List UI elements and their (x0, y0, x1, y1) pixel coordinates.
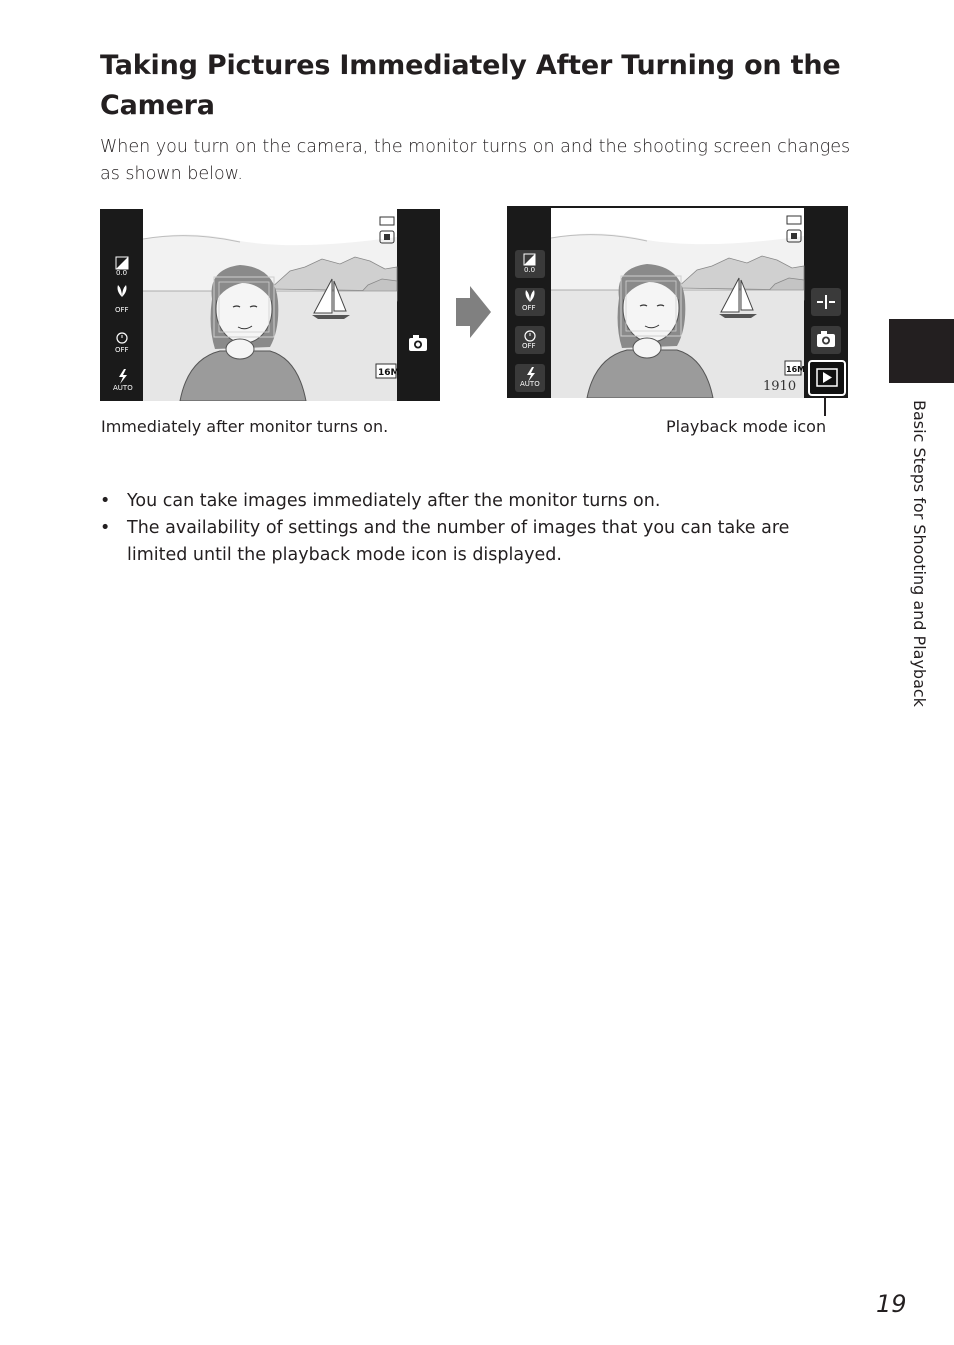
monitor-screen-ready (507, 206, 848, 398)
bullet-dot: • (100, 518, 111, 538)
shots-remaining: 1910 (763, 379, 797, 394)
image-size-icon (376, 364, 400, 378)
intro-paragraph: When you turn on the camera, the monitor turns on and the shooting screen changes as shown below. (100, 137, 851, 184)
timer-value: OFF (115, 346, 129, 354)
shutter-button[interactable] (811, 326, 841, 354)
timer-value: OFF (522, 342, 536, 350)
scene-photo (551, 208, 804, 398)
image-size-value: 16M (378, 368, 400, 378)
bullet-text: The availability of settings and the number of images that you can take are limited until the playback mode icon is displayed. (127, 518, 790, 565)
page-heading: Taking Pictures Immediately After Turning on the Camera (100, 50, 841, 121)
bullet-item (100, 515, 850, 569)
callout-line (824, 396, 826, 416)
bullet-list (100, 488, 850, 569)
monitor-screen-initial (100, 209, 440, 401)
bullet-text: You can take images immediately after the monitor turns on. (127, 491, 661, 511)
arrow-right-icon (456, 286, 492, 338)
caption-initial-screen: Immediately after monitor turns on. (101, 417, 389, 436)
zoom-button[interactable] (811, 288, 841, 316)
flash-value: AUTO (113, 384, 133, 392)
section-label (907, 400, 937, 760)
bullet-item (100, 488, 850, 515)
exposure-value: 0.0 (524, 266, 536, 274)
page-number: 19 (876, 1290, 907, 1318)
flash-value: AUTO (520, 380, 540, 388)
image-size-value: 16M (786, 365, 806, 374)
playback-button[interactable] (809, 361, 845, 395)
scene-photo (143, 209, 397, 401)
section-tab (889, 319, 954, 383)
macro-value: OFF (115, 306, 129, 314)
exposure-value: 0.0 (116, 269, 128, 277)
section-label-text: Basic Steps for Shooting and Playback (910, 400, 929, 707)
caption-playback-icon: Playback mode icon (666, 417, 827, 436)
bullet-dot: • (100, 491, 111, 511)
macro-value: OFF (522, 304, 536, 312)
